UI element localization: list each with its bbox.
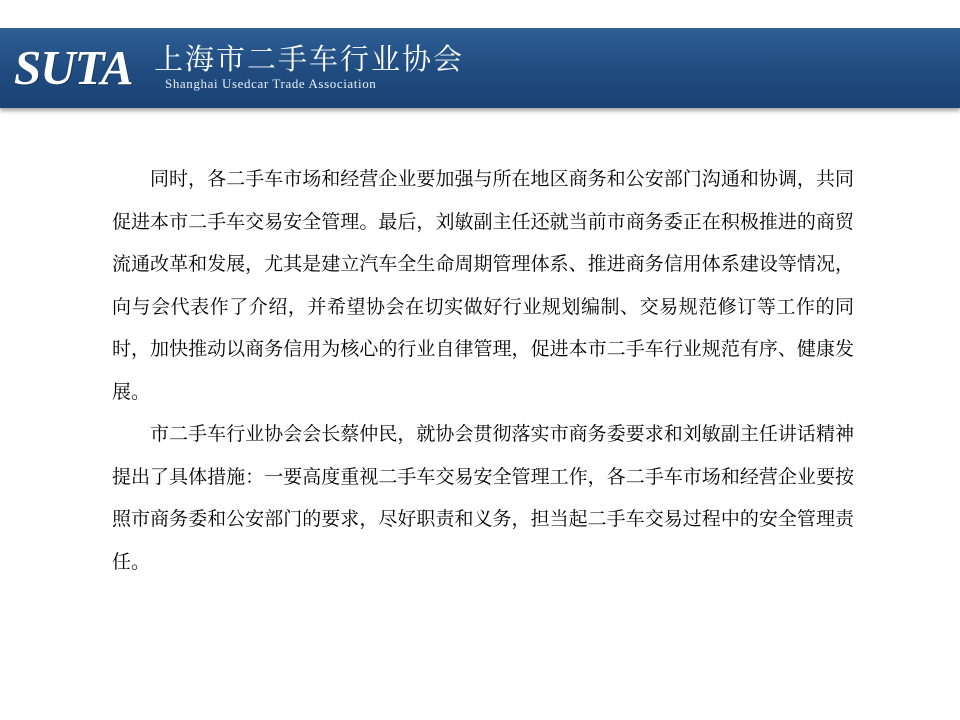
header-banner xyxy=(0,28,960,108)
paragraph-1: 同时，各二手车市场和经营企业要加强与所在地区商务和公安部门沟通和协调，共同促进本市二手车交易安全管理。最后，刘敏副主任还就当前市商务委正在积极推进的商贸流通改革和发展，尤其是建立汽车全生命周期管理体系、推进商务信用体系建设等情况，向与会代表作了介绍，并希望协会在切实做好行业规划编制、交易规范修订等工作的同时，加快推动以商务信用为核心的行业自律管理，促进本市二手车行业规范有序、健康发展。 xyxy=(112,168,854,403)
suta-logo: SUTA xyxy=(14,40,133,95)
org-name-english: Shanghai Usedcar Trade Association xyxy=(165,76,377,91)
body-text xyxy=(112,158,854,583)
paragraph-2: 市二手车行业协会会长蔡仲民，就协会贯彻落实市商务委要求和刘敏副主任讲话精神提出了具体措施：一要高度重视二手车交易安全管理工作，各二手车市场和经营企业要按照市商务委和公安部门的要求，尽好职责和义务，担当起二手车交易过程中的安全管理责任。 xyxy=(112,423,854,573)
org-name-chinese: 上海市二手车行业协会 xyxy=(154,42,465,76)
